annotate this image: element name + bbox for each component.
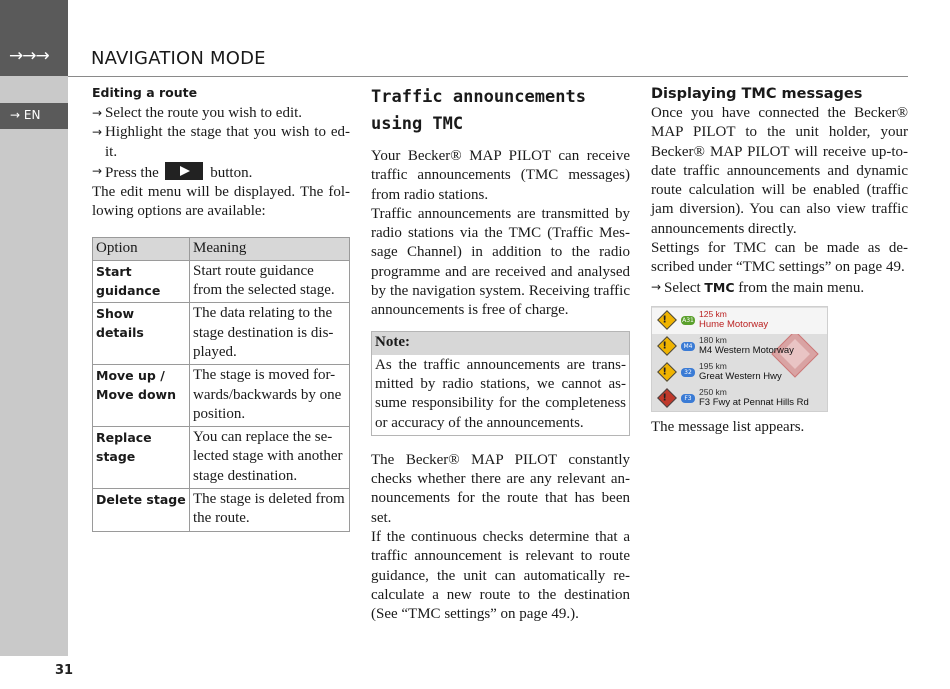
table-row [93, 260, 350, 303]
section-arrows: →→→ [0, 0, 68, 76]
warning-icon [657, 336, 677, 356]
road-badge: F3 [681, 394, 695, 403]
road-badge: A31 [682, 316, 694, 324]
traffic-section-heading [371, 84, 630, 138]
meaning-cell: The stage is deleted from the route. [190, 489, 350, 532]
option-cell: Start guidance [93, 260, 190, 303]
warning-icon [657, 388, 677, 408]
tmc-messages-heading: Displaying TMC messages [651, 86, 863, 102]
option-cell: Replace stage [93, 427, 190, 489]
editing-route-heading: Editing a route [92, 85, 198, 100]
heading-line: Traffic announcements [371, 87, 586, 107]
step-item [651, 278, 908, 298]
column-editing-route [92, 85, 350, 532]
figure-caption: The message list appears. [651, 418, 805, 435]
tmc-distance: 125 km [699, 308, 727, 319]
paragraph: If the continuous checks determine that a traffic announcement is relevant to route guidance, the unit can automatically re-calculate a new route to the destination (See “TMC settings” on page 49.). [371, 529, 630, 623]
tmc-road-name: Hume Motorway [699, 318, 769, 330]
tmc-distance: 250 km [699, 386, 727, 397]
language-tab[interactable]: → EN [0, 103, 68, 129]
meaning-cell: The data relating to the stage destination is dis-played. [190, 303, 350, 365]
table-row [93, 427, 350, 489]
paragraph: The Becker® MAP PILOT constantly checks whether there are any relevant an-nouncements for the route that has been set. [371, 451, 630, 526]
paragraph: Once you have connected the Becker® MAP PILOT to the unit holder, your Becker® MAP PILOT will receive up-to-date traffic announcements and dynamic route calculation will be enabled (traffic jam diversion). You can also view traffic announcements directly. [651, 105, 908, 237]
option-cell: Delete stage [93, 489, 190, 532]
paragraph: Your Becker® MAP PILOT can receive traffic announcements (TMC messages) from radio stations. [371, 148, 630, 203]
option-cell: Show details [93, 303, 190, 365]
road-badge: M4 [681, 342, 695, 351]
meaning-cell: The stage is moved for-wards/backwards by one position. [190, 365, 350, 427]
note-title: Note: [372, 332, 629, 355]
tmc-road-name: M4 Western Motorway [699, 344, 794, 356]
road-badge: 32 [681, 368, 695, 377]
edit-menu-intro: The edit menu will be displayed. The fol-lowing options are available: [92, 184, 350, 220]
arrow-icon: → [92, 125, 103, 140]
header-divider [68, 76, 908, 77]
options-table [92, 237, 350, 532]
table-row [93, 489, 350, 532]
page-title: NAVIGATION MODE [91, 48, 266, 69]
tmc-list-item[interactable] [652, 334, 828, 360]
warning-icon [657, 362, 677, 382]
column-header-option: Option [93, 237, 190, 260]
exclamation-icon: ! [662, 392, 667, 404]
arrow-icon: → [92, 106, 103, 120]
paragraph: Traffic announcements are transmitted by radio stations via the TMC (Traffic Mes-sage Channel) in addition to the radio programme and are received and analysed by the navigation system. Receiving traffic announcements is free of charge. [371, 205, 630, 319]
step-text: button. [210, 164, 253, 181]
step-text: from the main menu. [738, 279, 865, 296]
step-item [92, 104, 350, 123]
table-header-row [93, 237, 350, 260]
meaning-cell: You can replace the se-lected stage with another stage destination. [190, 427, 350, 489]
arrow-icon: → [651, 279, 662, 294]
table-row [93, 365, 350, 427]
tmc-road-name: Great Western Hwy [699, 370, 782, 382]
note-body: As the traffic announcements are trans-mitted by radio stations, we cannot as-sume responsibility for the completeness or accuracy of the announcements. [375, 356, 626, 431]
exclamation-icon: ! [662, 314, 667, 326]
step-text: Select the route you wish to edit. [105, 105, 303, 121]
step-text: Highlight the stage that you wish to ed-it. [105, 124, 350, 160]
note-box [371, 331, 630, 436]
arrow-icon: → [92, 163, 103, 178]
tmc-menu-label: TMC [704, 279, 735, 295]
option-cell: Move up / Move down [93, 365, 190, 427]
step-item [92, 123, 350, 162]
column-header-meaning: Meaning [190, 237, 350, 260]
step-text: Press the [105, 164, 159, 181]
step-item [92, 162, 350, 183]
page-number: 31 [55, 663, 74, 678]
tmc-list-item[interactable] [652, 308, 828, 334]
tmc-list-item[interactable] [652, 386, 828, 412]
tmc-road-name: F3 Fwy at Pennat Hills Rd [699, 396, 809, 408]
tmc-distance: 180 km [699, 334, 727, 345]
exclamation-icon: ! [662, 366, 667, 378]
tmc-distance: 195 km [699, 360, 727, 371]
column-tmc-messages [651, 85, 908, 437]
step-text: Select [664, 279, 701, 296]
meaning-cell: Start route guidance from the selected stage. [190, 260, 350, 303]
sidebar [0, 0, 68, 656]
play-button-icon [165, 162, 203, 180]
heading-line: using TMC [371, 114, 464, 134]
tmc-message-list-screenshot [651, 306, 828, 412]
table-row [93, 303, 350, 365]
paragraph: Settings for TMC can be made as de-scribed under “TMC settings” on page 49. [651, 240, 908, 276]
tmc-list-item[interactable] [652, 360, 828, 386]
exclamation-icon: ! [662, 340, 667, 352]
column-traffic-announcements [371, 84, 630, 625]
